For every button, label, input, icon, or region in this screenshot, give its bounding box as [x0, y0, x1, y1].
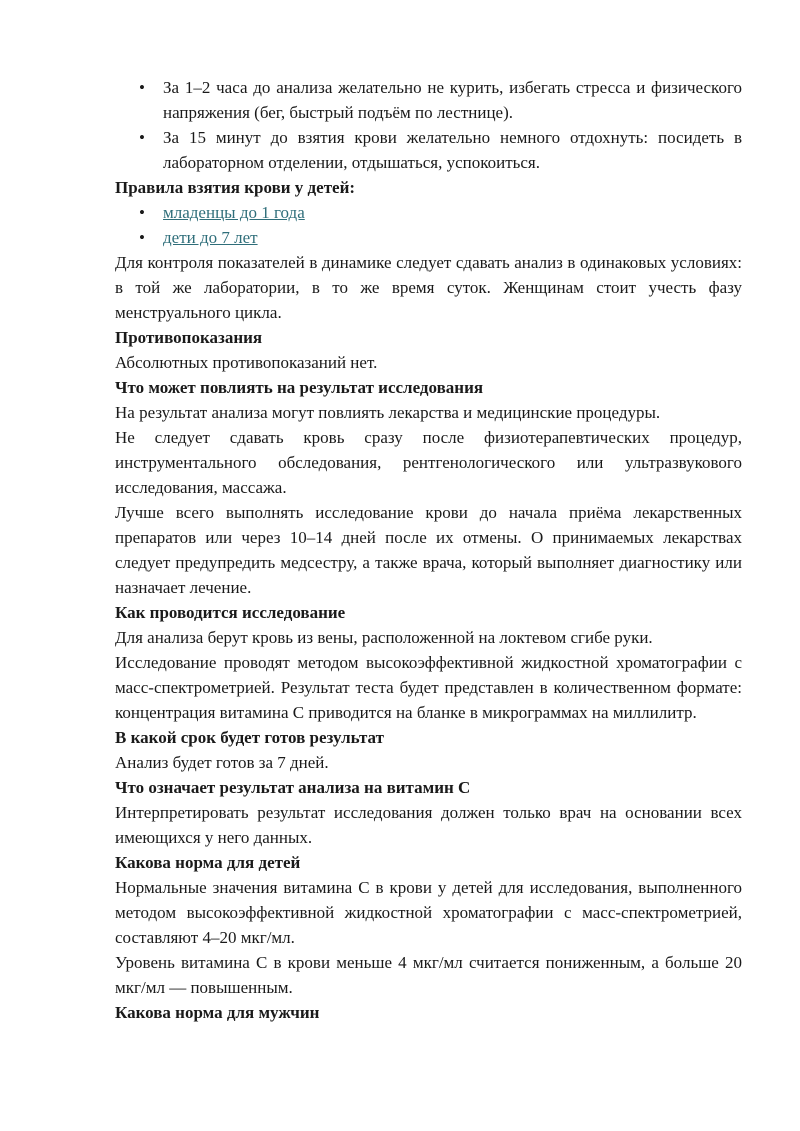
list-item — [115, 225, 742, 250]
children-norm-heading: Какова норма для детей — [115, 853, 301, 872]
bullet-icon: • — [139, 228, 145, 247]
list-item — [115, 125, 742, 175]
influence-paragraph-2: Не следует сдавать кровь сразу после физиотерапевтических процедур, инструментального обследования, рентгенологического или ультразвукового исследования, массажа. — [115, 428, 742, 497]
infants-link[interactable]: младенцы до 1 года — [163, 203, 305, 222]
procedure-paragraph-1: Для анализа берут кровь из вены, расположенной на локтевом сгибе руки. — [115, 628, 653, 647]
children-rules-list — [115, 200, 742, 250]
influence-heading: Что может повлиять на результат исследования — [115, 378, 484, 397]
procedure-paragraph-2: Исследование проводят методом высокоэффективной жидкостной хроматографии с масс-спектрометрией. Результат теста будет представлен в количественном формате: концентрация витамина C приводится на бланке в микрограммах на миллилитр. — [115, 653, 742, 722]
children-rules-heading: Правила взятия крови у детей: — [115, 178, 356, 197]
contraindications-text: Абсолютных противопоказаний нет. — [115, 353, 378, 372]
meaning-text: Интерпретировать результат исследования должен только врач на основании всех имеющихся у него данных. — [115, 803, 742, 847]
timing-text: Анализ будет готов за 7 дней. — [115, 753, 329, 772]
meaning-heading: Что означает результат анализа на витамин С — [115, 778, 471, 797]
list-item — [115, 200, 742, 225]
bullet-icon: • — [139, 203, 145, 222]
list-item-text: За 15 минут до взятия крови желательно немного отдохнуть: посидеть в лабораторном отделении, отдышаться, успокоиться. — [163, 128, 742, 172]
contraindications-heading: Противопоказания — [115, 328, 263, 347]
influence-paragraph-3: Лучше всего выполнять исследование крови до начала приёма лекарственных препаратов или через 10–14 дней после их отмены. О принимаемых лекарствах следует предупредить медсестру, а также врача, который выполняет диагностику или назначает лечение. — [115, 503, 742, 597]
men-norm-heading: Какова норма для мужчин — [115, 1003, 320, 1022]
list-item — [115, 75, 742, 125]
document-page — [115, 75, 742, 1025]
dynamics-paragraph: Для контроля показателей в динамике следует сдавать анализ в одинаковых условиях: в той же лаборатории, в то же время суток. Женщинам стоит учесть фазу менструального цикла. — [115, 253, 742, 322]
children-norm-paragraph-1: Нормальные значения витамина C в крови у детей для исследования, выполненного методом высокоэффективной жидкостной хроматографии с масс-спектрометрией, составляют 4–20 мкг/мл. — [115, 878, 742, 947]
bullet-icon: • — [139, 78, 145, 97]
bullet-icon: • — [139, 128, 145, 147]
influence-paragraph-1: На результат анализа могут повлиять лекарства и медицинские процедуры. — [115, 403, 661, 422]
procedure-heading: Как проводится исследование — [115, 603, 346, 622]
preparation-list — [115, 75, 742, 175]
timing-heading: В какой срок будет готов результат — [115, 728, 384, 747]
children-norm-paragraph-2: Уровень витамина C в крови меньше 4 мкг/мл считается пониженным, а больше 20 мкг/мл — повышенным. — [115, 953, 742, 997]
list-item-text: За 1–2 часа до анализа желательно не курить, избегать стресса и физического напряжения (бег, быстрый подъём по лестнице). — [163, 78, 742, 122]
children-under-7-link[interactable]: дети до 7 лет — [163, 228, 258, 247]
